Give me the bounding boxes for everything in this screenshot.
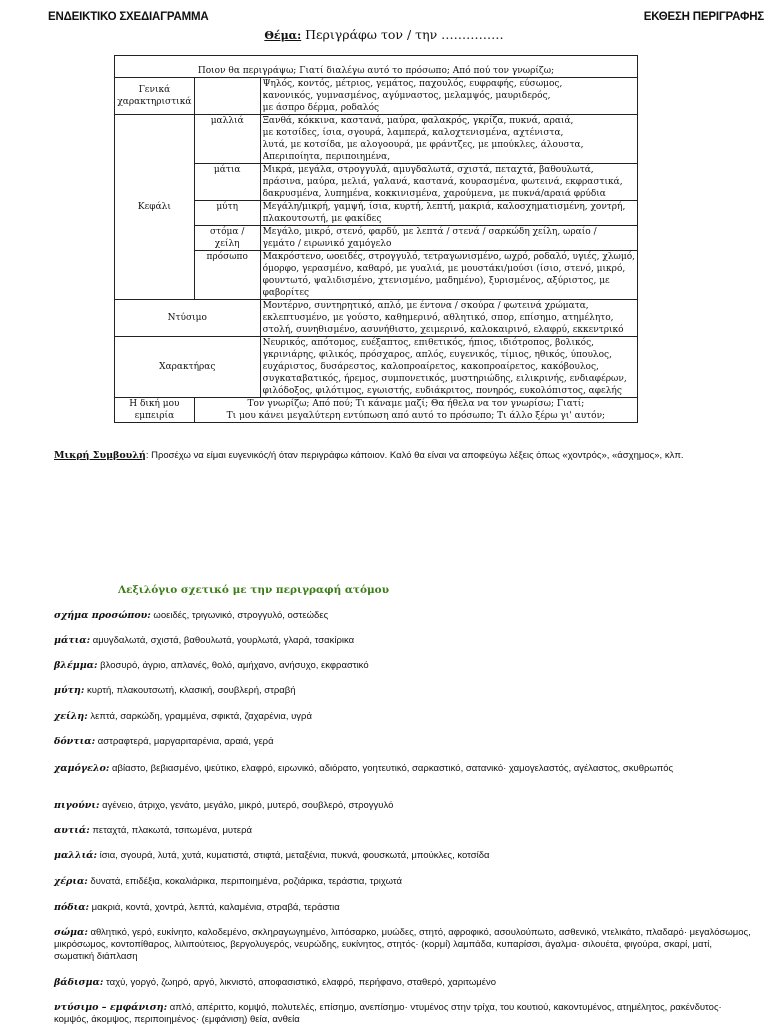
table-row <box>115 56 638 78</box>
vocab-entry <box>54 711 754 723</box>
cell-line: στολή, συνηθισμένο, ασυνήθιστο, χειμερινό, καλοκαιρινό, ελαφρύ, εκκεντρικό <box>262 325 624 335</box>
vocab-text: ίσια, σγουρά, λυτά, χυτά, κυματιστά, στιφτά, μεταξένια, πυκνά, φουσκωτά, μπούκλες, κοτσίδα <box>97 850 490 861</box>
cell-line: Μεγάλο, μικρό, στενό, φαρδύ, με λεπτά / στενά / σαρκώδη χείλη, ωραίο / <box>262 227 597 237</box>
cell-line: Μεγάλη/μικρή, γαμψή, ίσια, κυρτή, λεπτή, μακριά, καλοσχηματισμένη, χοντρή, <box>262 202 626 212</box>
vocab-term: ντύσιμο – εμφάνιση: <box>54 1002 168 1013</box>
cell-line: φαβορίτες <box>262 288 310 298</box>
cell-line: γκρινιάρης, φιλικός, πρόσχαρος, απλός, ευγενικός, τίμιος, ηθικός, ύπουλος, <box>262 350 612 360</box>
sub-label-face: πρόσωπο <box>194 251 260 300</box>
vocab-term: χαμόγελο: <box>54 763 110 774</box>
vocab-term: βλέμμα: <box>54 660 98 671</box>
sub-label-hair: μαλλιά <box>194 115 260 164</box>
general-cell <box>260 78 637 115</box>
vocab-entry <box>54 825 754 837</box>
cell-line: δακρυσμένα, λυπημένα, κοκκινισμένα, χαρούμενα, με πυκνά/αραιά φρύδια <box>262 189 606 199</box>
cell-line: εκλεπτυσμένο, με γούστο, καθημερινό, αθλητικό, σπορ, επίσημο, ατημέλητο, <box>262 313 614 323</box>
cell-line: Τι μου κάνει μεγαλύτερη εντύπωση από αυτό το πρόσωπο; Τι άλλο ξέρω γι' αυτόν; <box>226 411 606 421</box>
tip-text: : Προσέχω να είμαι ευγενικός/ή όταν περιγράφω κάποιον. Καλό θα είναι να αποφεύγω λέξεις όπως «χοντρός», «άσχημος», κλπ. <box>145 450 684 461</box>
vocab-text: βλοσυρό, άγριο, απλανές, θολό, αμήχανο, ανήσυχο, εκφραστικό <box>97 660 369 671</box>
vocab-text: ωοειδές, τριγωνικό, στρογγυλό, οστεώδες <box>150 610 329 621</box>
tip-paragraph <box>54 450 684 461</box>
cell-line: γεμάτο / ειρωνικό χαμόγελο <box>262 239 392 249</box>
vocab-entry <box>54 800 754 812</box>
table-row <box>115 300 638 337</box>
face-cell <box>260 251 637 300</box>
vocab-entry <box>54 1002 754 1026</box>
vocab-text: αθλητικό, γερό, ευκίνητο, καλοδεμένο, σκληραγωγημένο, λιπόσαρκο, μυώδες, στητό, αφροφικό, ασουλούπωτο, ασθενικό, ντελικάτο, πλαδαρό· μεγαλόσωμος, μικρόσωμος, κοντοπίθαρος, λιλιπούτειος, βεργολυγερός, νευρώδης, ευκίνητος, στητός· (κορμί) λαμπάδα, κυπαρίσσι, άγαλμα· σιλουέτα, φιγούρα, σκαρί, ματί, σωματική διάπλαση <box>54 927 751 962</box>
eyes-cell <box>260 164 637 201</box>
cell-line: Μακρόστενο, ωοειδές, στρογγυλό, τετραγωνισμένο, ωχρό, ροδαλό, υγιές, χλωμό, <box>262 252 635 262</box>
empty-cell <box>194 78 260 115</box>
header-left-title: ΕΝΔΕΙΚΤΙΚΟ ΣΧΕΔΙΑΓΡΑΜΜΑ <box>48 11 209 23</box>
vocab-text: δυνατά, επιδέξια, κοκαλιάρικα, περιποιημένα, ροζιάρικα, τεράστια, τριχωτά <box>87 876 403 887</box>
nose-cell <box>260 201 637 226</box>
vocab-text: αβίαστο, βεβιασμένο, ψεύτικο, ελαφρό, ειρωνικό, αδιόρατο, γοητευτικό, σαρκαστικό, σατανικό· χαμογελαστός, αγέλαστος, σκυθρωπός <box>109 763 674 774</box>
table-intro: Ποιον θα περιγράψω; Γιατί διαλέγω αυτό το πρόσωπο; Από πού τον γνωρίζω; <box>115 56 638 78</box>
sub-label-mouth: στόμα / χείλη <box>194 226 260 251</box>
vocab-text: λεπτά, σαρκώδη, γραμμένα, σφικτά, ζαχαρένια, υγρά <box>87 711 312 722</box>
cell-line: όμορφο, γερασμένο, καθαρό, με γυαλιά, με μουστάκι/μούσι (ίσιο, στενό, μικρό, <box>262 264 626 274</box>
cell-line: με άσπρο δέρμα, ροδαλός <box>262 103 380 113</box>
cell-line: Ψηλός, κοντός, μέτριος, γεμάτος, παχουλός, ευφραφής, εύσωμος, <box>262 79 563 89</box>
vocab-entry <box>54 977 754 989</box>
cell-line: Νευρικός, απότομος, ευέξαπτος, επιθετικός, ήπιος, ιδιότροπος, βολικός, <box>262 338 594 348</box>
vocab-entry <box>54 685 754 697</box>
outline-table <box>114 55 638 423</box>
experience-cell <box>194 398 637 423</box>
vocab-text: αγένειο, άτριχο, γενάτο, μεγάλο, μικρό, μυτερό, σουβλερό, στρογγυλό <box>99 800 394 811</box>
cell-line: λυτά, με κοτσίδα, με αλογοουρά, με φράντζες, με μπούκλες, άλουστα, <box>262 140 584 150</box>
vocab-term: μαλλιά: <box>54 850 98 861</box>
vocab-text: ταχύ, γοργό, ζωηρό, αργό, λικνιστό, αποφασιστικό, ελαφρό, περήφανο, σταθερό, χαριτωμένο <box>103 977 496 988</box>
vocab-term: πόδια: <box>54 902 90 913</box>
vocab-entry <box>54 736 754 748</box>
vocab-text: αμυγδαλωτά, σχιστά, βαθουλωτά, γουρλωτά, γλαρά, τσακίρικα <box>90 635 355 646</box>
theme-text: Περιγράφω τον / την …………… <box>301 27 504 42</box>
cell-line: ευχάριστος, δυσάρεστος, καλοπροαίρετος, κακοπροαίρετος, κακόβουλος, <box>262 362 599 372</box>
table-row <box>115 398 638 423</box>
vocabulary-title: Λεξιλόγιο σχετικό με την περιγραφή ατόμου <box>118 584 389 596</box>
vocab-entry <box>54 876 754 888</box>
vocab-term: χέρια: <box>54 876 88 887</box>
clothing-cell <box>260 300 637 337</box>
character-cell <box>260 337 637 398</box>
hair-cell <box>260 115 637 164</box>
vocab-term: βάδισμα: <box>54 977 104 988</box>
vocab-text: αστραφτερά, μαργαριταρένια, αραιά, γερά <box>95 736 274 747</box>
vocab-term: δόντια: <box>54 736 96 747</box>
cell-line: φουντωτό, ψαλιδισμένο, χτενισμένο, μαδημένο), ξυρισμένος, αξύριστος, με <box>262 276 610 286</box>
vocab-term: αυτιά: <box>54 825 90 836</box>
theme-label: Θέμα: <box>264 29 302 42</box>
cell-line: με κοτσίδες, ίσια, σγουρά, λαμπερά, καλοχτενισμένα, αχτένιστα, <box>262 128 564 138</box>
table-row <box>115 337 638 398</box>
tip-label: Μικρή Συμβουλή <box>54 450 146 461</box>
cell-line: πλακουτσωτή, με φακίδες <box>262 214 382 224</box>
vocab-term: μύτη: <box>54 685 85 696</box>
vocab-term: μάτια: <box>54 635 91 646</box>
vocab-entry <box>54 850 754 862</box>
sub-label-nose: μύτη <box>194 201 260 226</box>
cell-line: Τον γνωρίζω; Από πού; Τι κάναμε μαζί; Θα ήθελα να τον γνωρίσω; Γιατί; <box>247 399 585 409</box>
mouth-cell <box>260 226 637 251</box>
header-right-title: ΕΚΘΕΣΗ ΠΕΡΙΓΡΑΦΗΣ <box>643 11 764 23</box>
row-label-general: Γενικά χαρακτηριστικά <box>115 78 195 115</box>
cell-line: Ξανθά, κόκκινα, καστανά, μαύρα, φαλακρός, γκρίζα, πυκνά, αραιά, <box>262 116 574 126</box>
row-label-character: Χαρακτήρας <box>115 337 261 398</box>
vocab-entry <box>54 763 754 775</box>
cell-line: συγκαταβατικός, ήρεμος, συμπονετικός, μυστηριώδης, ειλικρινής, ενδιαφέρων, <box>262 374 627 384</box>
cell-line: κανονικός, γυμνασμένος, αγύμναστος, μελαμψός, μαυριδερός, <box>262 91 551 101</box>
sub-label-eyes: μάτια <box>194 164 260 201</box>
row-label-experience: Η δική μου εμπειρία <box>115 398 195 423</box>
vocab-text: μακριά, κοντά, χοντρά, λεπτά, καλαμένια, στραβά, τεράστια <box>89 902 340 913</box>
vocab-text: απλό, απέριττο, κομψό, πολυτελές, επίσημο, ανεπίσημο· ντυμένος στην τρίχα, του κουτιού, κακοντυμένος, ατημέλητος, ρακένδυτος· κομψός, άκομψος, περιποιημένος· (εμφάνιση) θεία, ανθεία <box>54 1002 722 1025</box>
row-label-clothing: Ντύσιμο <box>115 300 261 337</box>
cell-line: φιλόδοξος, φιλότιμος, εγωιστής, ευδιάκριτος, πονηρός, ευκολόπιστος, αφελής <box>262 386 622 396</box>
vocab-term: χείλη: <box>54 711 88 722</box>
cell-line: Μικρά, μεγάλα, στρογγυλά, αμυγδαλωτά, σχιστά, πεταχτά, βαθουλωτά, <box>262 165 594 175</box>
vocab-entry <box>54 902 754 914</box>
vocab-term: σώμα: <box>54 927 88 938</box>
cell-line: Μοντέρνο, συντηρητικό, απλό, με έντονα / σκούρα / φωτεινά χρώματα, <box>262 301 589 311</box>
vocab-entry <box>54 927 754 963</box>
vocab-term: σχήμα προσώπου: <box>54 610 151 621</box>
vocab-term: πιγούνι: <box>54 800 100 811</box>
vocab-text: κυρτή, πλακουτσωτή, κλασική, σουβλερή, στραβή <box>84 685 296 696</box>
table-row <box>115 78 638 115</box>
vocab-text: πεταχτά, πλακωτά, τσιτωμένα, μυτερά <box>89 825 253 836</box>
vocab-entry <box>54 635 754 647</box>
vocab-entry <box>54 610 754 622</box>
vocab-entry <box>54 660 754 672</box>
row-label-head: Κεφάλι <box>115 115 195 300</box>
cell-line: Απεριποίητα, περιποιημένα, <box>262 152 391 162</box>
cell-line: πράσινα, μαύρα, μελιά, γαλανά, καστανά, κουρασμένα, φωτεινά, εκφραστικά, <box>262 177 623 187</box>
theme-line <box>0 27 768 42</box>
table-row <box>115 115 638 164</box>
